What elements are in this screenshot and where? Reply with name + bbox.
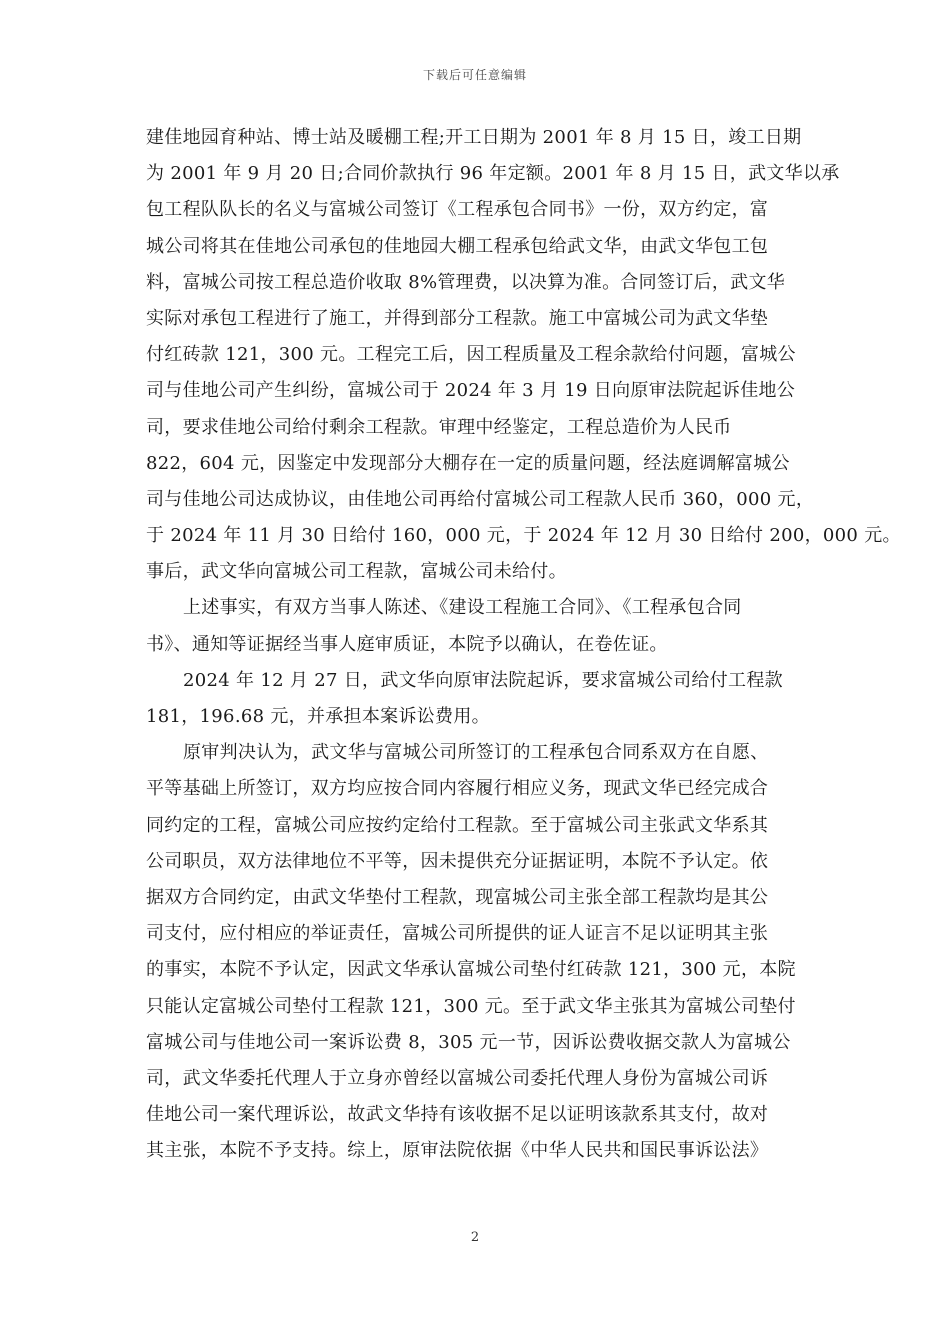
- text-line: 公司职员，双方法律地位不平等，因未提供充分证据证明，本院不予认定。依: [146, 850, 769, 872]
- text-line: 只能认定富城公司垫付工程款 121，300 元。至于武文华主张其为富城公司垫付: [146, 995, 796, 1017]
- text-line: 司，要求佳地公司给付剩余工程款。审理中经鉴定，工程总造价为人民币: [146, 416, 732, 438]
- text-line: 司支付，应付相应的举证责任，富城公司所提供的证人证言不足以证明其主张: [146, 923, 769, 945]
- text-line: 其主张，本院不予支持。综上，原审法院依据《中华人民共和国民事诉讼法》: [146, 1140, 769, 1162]
- text-line: 料，富城公司按工程总造价收取 8%管理费，以决算为准。合同签订后，武文华: [146, 271, 786, 293]
- paragraph-first-line: 原审判决认为，武文华与富城公司所签订的工程承包合同系双方在自愿、: [183, 742, 769, 764]
- document-body: [146, 120, 901, 1169]
- text-line: 建佳地园育种站、博士站及暖棚工程;开工日期为 2001 年 8 月 15 日，竣工日期: [146, 127, 802, 148]
- text-line: 的事实，本院不予认定，因武文华承认富城公司垫付红砖款 121，300 元，本院: [146, 959, 796, 981]
- text-line: 付红砖款 121，300 元。工程完工后，因工程质量及工程余款给付问题，富城公: [146, 344, 796, 366]
- page-header: 下载后可任意编辑: [422, 68, 527, 82]
- text-line: 为 2001 年 9 月 20 日;合同价款执行 96 年定额。2001 年 8 月 15 日，武文华以承: [146, 163, 840, 185]
- text-line: 822，604 元，因鉴定中发现部分大棚存在一定的质量问题，经法庭调解富城公: [146, 452, 790, 474]
- paragraph-first-line: 2024 年 12 月 27 日，武文华向原审法院起诉，要求富城公司给付工程款: [183, 669, 783, 691]
- text-line: 同约定的工程，富城公司应按约定给付工程款。至于富城公司主张武文华系其: [146, 814, 769, 836]
- text-line: 司，武文华委托代理人于立身亦曾经以富城公司委托代理人身份为富城公司诉: [146, 1067, 769, 1089]
- text-line: 据双方合同约定，由武文华垫付工程款，现富城公司主张全部工程款均是其公: [146, 886, 769, 908]
- text-line: 司与佳地公司产生纠纷，富城公司于 2024 年 3 月 19 日向原审法院起诉佳地公: [146, 380, 796, 402]
- text-line: 实际对承包工程进行了施工，并得到部分工程款。施工中富城公司为武文华垫: [146, 307, 769, 329]
- text-line: 佳地公司一案代理诉讼，故武文华持有该收据不足以证明该款系其支付，故对: [146, 1104, 769, 1126]
- text-line: 城公司将其在佳地公司承包的佳地园大棚工程承包给武文华，由武文华包工包: [146, 235, 769, 257]
- text-line: 司与佳地公司达成协议，由佳地公司再给付富城公司工程款人民币 360，000 元，: [146, 488, 815, 510]
- text-line: 包工程队队长的名义与富城公司签订《工程承包合同书》一份，双方约定，富: [146, 199, 769, 221]
- paragraph-first-line: 上述事实，有双方当事人陈述、《建设工程施工合同》、《工程承包合同: [183, 597, 742, 619]
- text-line: 事后，武文华向富城公司工程款，富城公司未给付。: [146, 561, 567, 583]
- text-line: 181，196.68 元，并承担本案诉讼费用。: [146, 706, 490, 727]
- text-line: 富城公司与佳地公司一案诉讼费 8，305 元一节，因诉讼费收据交款人为富城公: [146, 1031, 791, 1053]
- text-line: 书》、通知等证据经当事人庭审质证，本院予以确认，在卷佐证。: [146, 633, 668, 655]
- text-line: 于 2024 年 11 月 30 日给付 160，000 元，于 2024 年 12 月 30 日给付 200，000 元。: [146, 525, 901, 547]
- text-line: 平等基础上所签订，双方均应按合同内容履行相应义务，现武文华已经完成合: [146, 778, 769, 800]
- page-number: 2: [470, 1230, 480, 1245]
